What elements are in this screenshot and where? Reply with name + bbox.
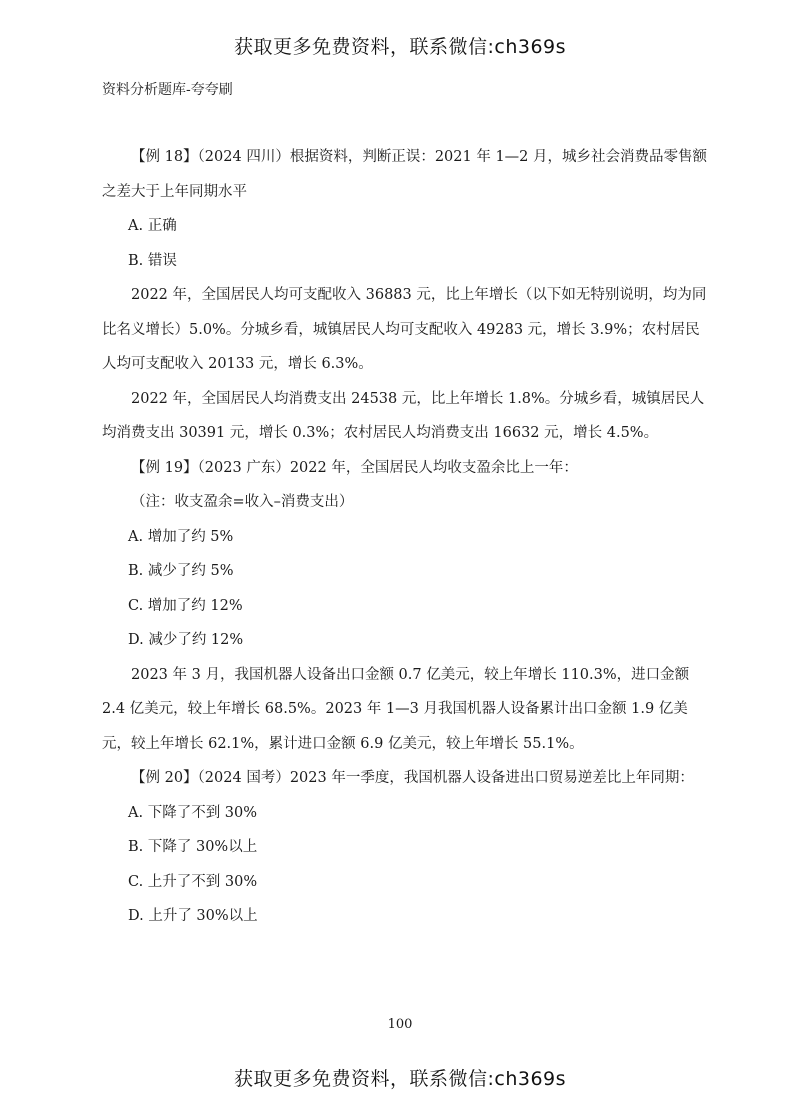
page-content — [102, 140, 710, 934]
question-20-option-d: D. 上升了 30%以上 — [128, 908, 258, 924]
question-18-option-b: B. 错误 — [128, 252, 177, 269]
material-income-paragraph: 2022 年，全国居民人均可支配收入 36883 元，比上年增长（以下如无特别说明，均为同比名义增长）5.0%。分城乡看，城镇居民人均可支配收入 49283 元，增长 3.9%；农村居民人均可支配收入 20133 元，增长 6.3%。 — [102, 287, 707, 372]
question-19-option-c: C. 增加了约 12% — [128, 597, 243, 614]
material-robot-trade-paragraph: 2023 年 3 月，我国机器人设备出口金额 0.7 亿美元，较上年增长 110.3%，进口金额 2.4 亿美元，较上年增长 68.5%。2023 年 1—3 月我国机器人设备累计出口金额 1.9 亿美元，较上年增长 62.1%，累计进口金额 6.9 亿美元，较上年增长 55.1%。 — [102, 666, 690, 752]
question-20-stem: 【例 20】（2024 国考）2023 年一季度，我国机器人设备进出口贸易逆差比上年同期： — [131, 770, 694, 786]
question-19-option-b: B. 减少了约 5% — [128, 563, 234, 579]
question-20-option-c: C. 上升了不到 30% — [128, 873, 258, 890]
question-19-stem: 【例 19】（2023 广东）2022 年，全国居民人均收支盈余比上一年： — [131, 459, 578, 476]
question-19-note: （注：收支盈余=收入–消费支出） — [131, 494, 354, 510]
question-19-option-a: A. 增加了约 5% — [128, 528, 234, 545]
question-20-option-b: B. 下降了 30%以上 — [128, 839, 258, 855]
question-18-stem: 【例 18】（2024 四川）根据资料，判断正误：2021 年 1—2 月，城乡社会消费品零售额之差大于上年同期水平 — [102, 149, 707, 200]
question-18-option-a: A. 正确 — [128, 218, 177, 234]
question-19-option-d: D. 减少了约 12% — [128, 632, 244, 648]
watermark-bottom: 获取更多免费资料，联系微信:ch369s — [233, 1068, 567, 1090]
page-header: 资料分析题库-夸夸刷 — [102, 82, 233, 98]
page-number: 100 — [387, 1017, 413, 1032]
watermark-top: 获取更多免费资料，联系微信:ch369s — [233, 36, 567, 58]
question-20-option-a: A. 下降了不到 30% — [128, 804, 258, 821]
material-consumption-paragraph: 2022 年，全国居民人均消费支出 24538 元，比上年增长 1.8%。分城乡看，城镇居民人均消费支出 30391 元，增长 0.3%；农村居民人均消费支出 16632 元，增长 4.5%。 — [102, 390, 705, 441]
